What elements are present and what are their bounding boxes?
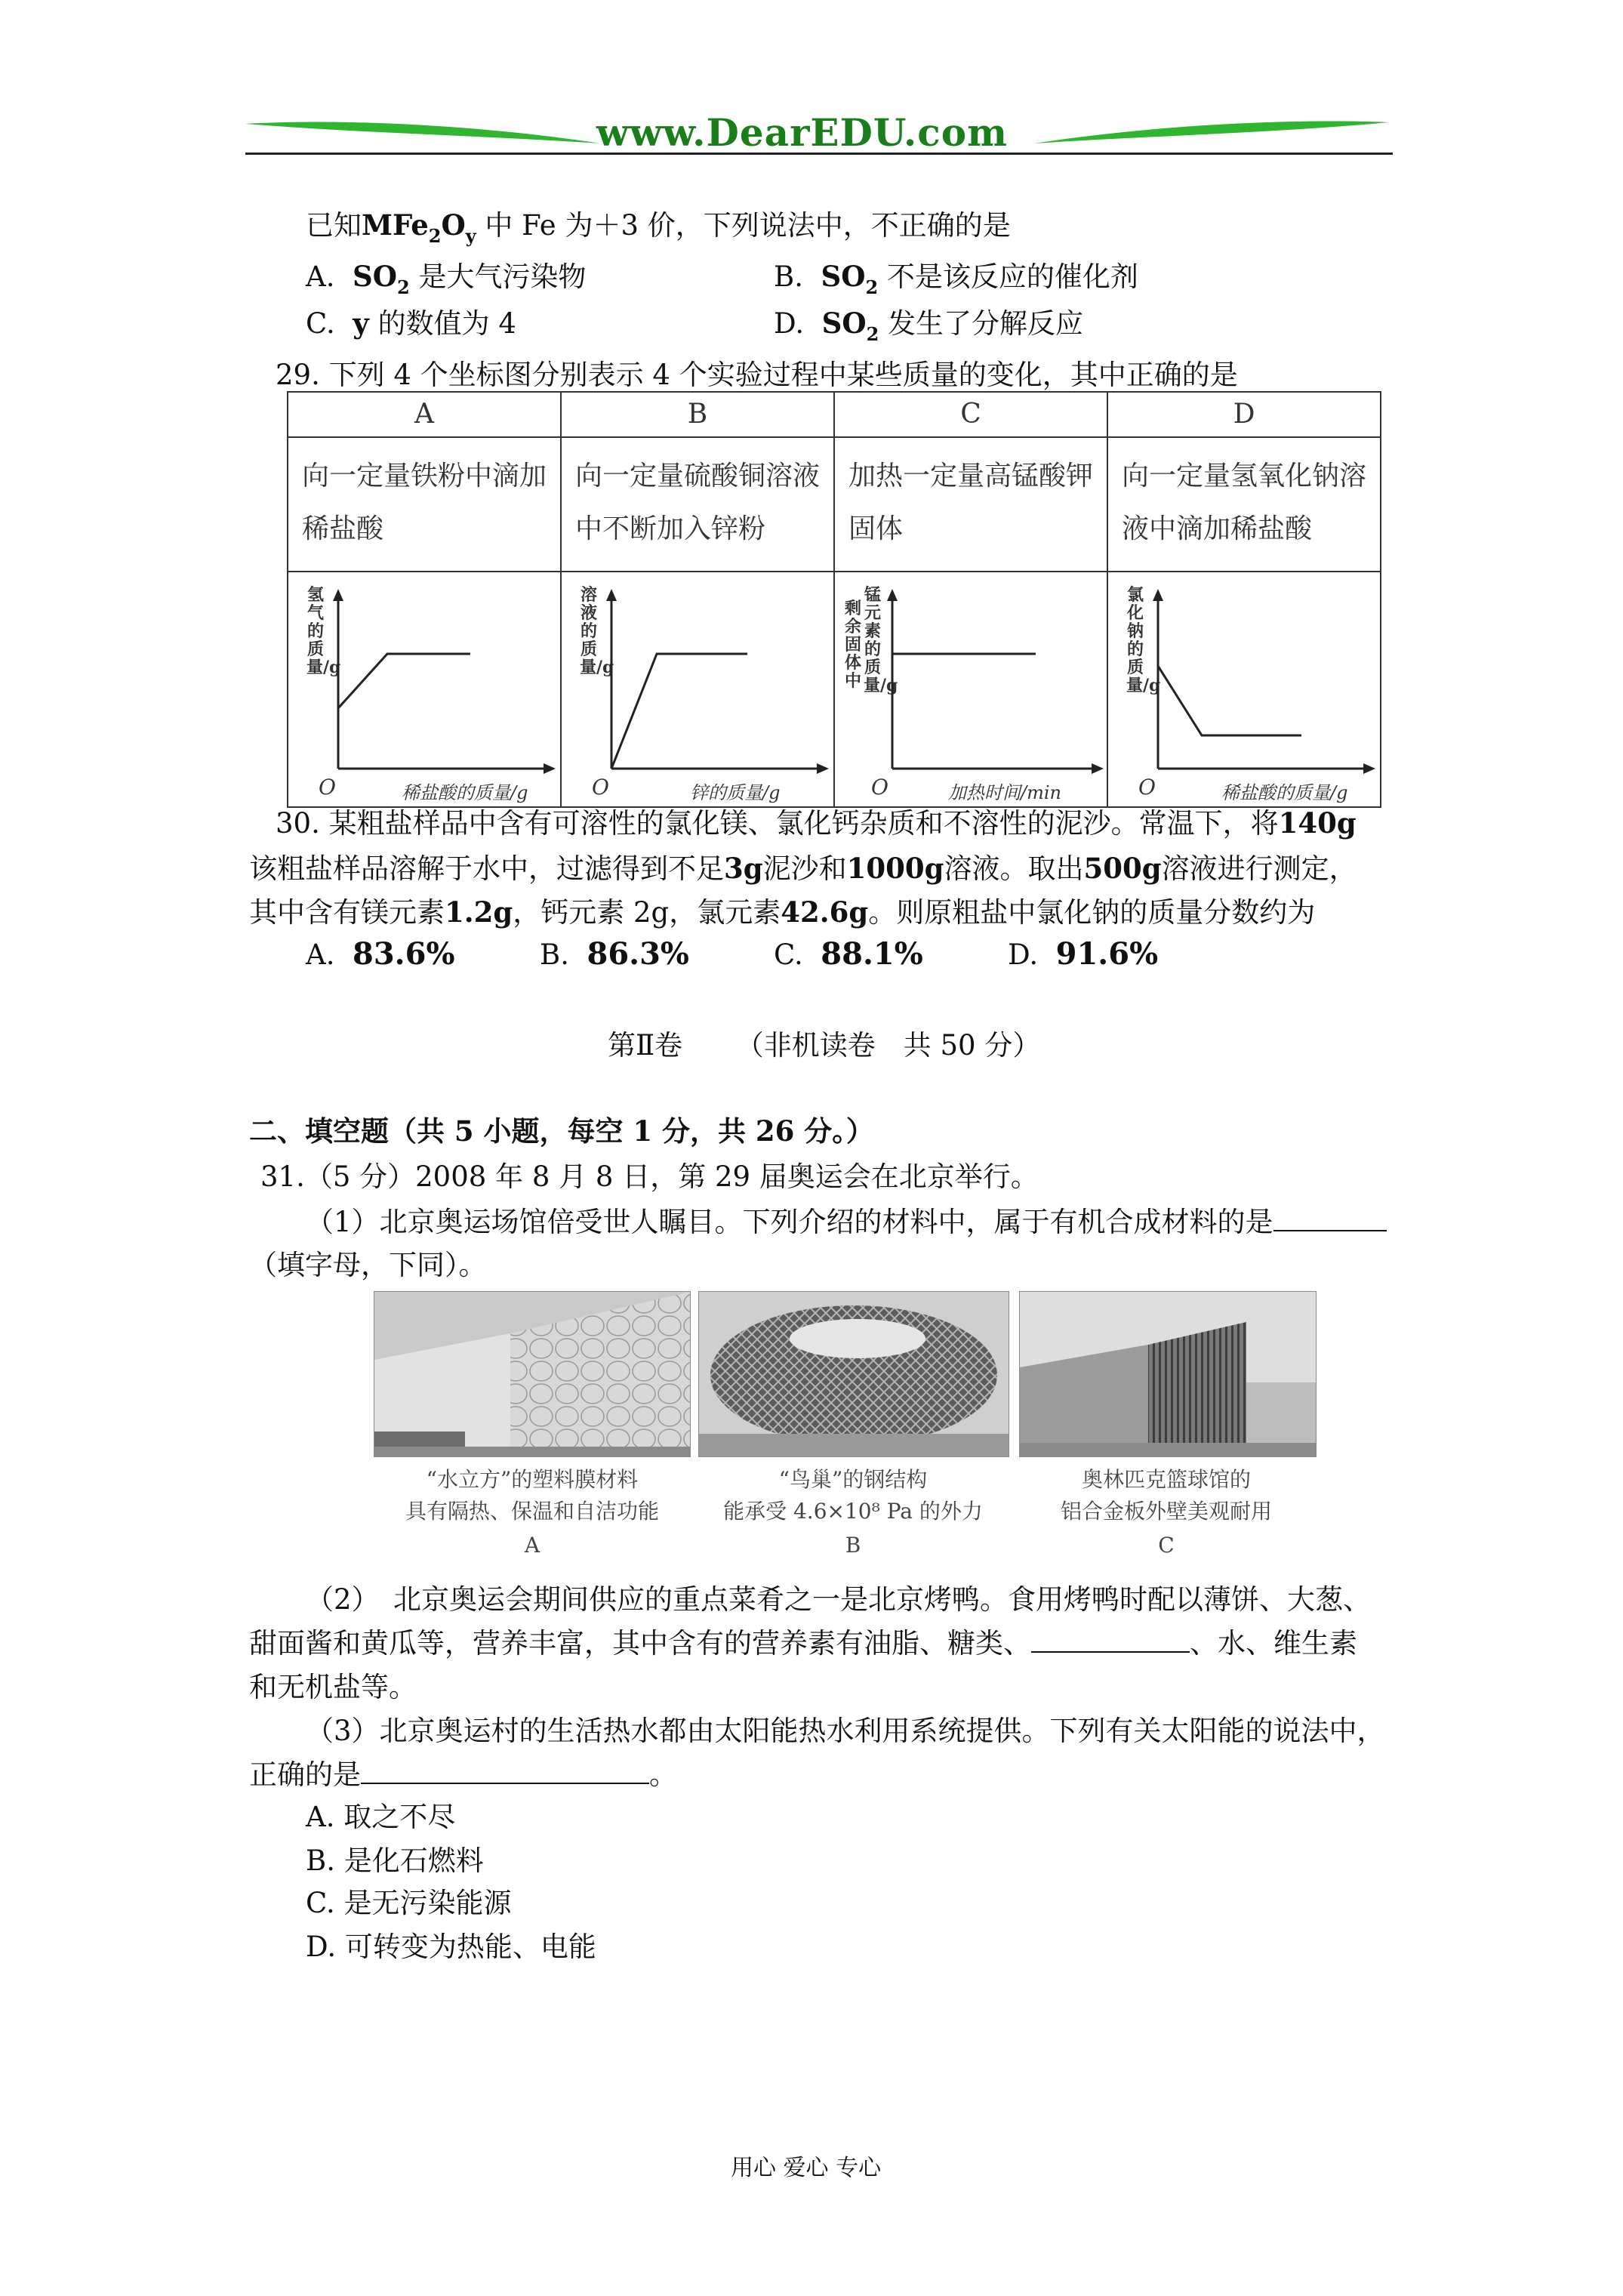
q31-p1-line2: （填字母，下同）。 bbox=[249, 1249, 487, 1281]
q29-col-label-d: D bbox=[1107, 392, 1381, 437]
graph-a-xlabel: 稀盐酸的质量/g bbox=[402, 782, 528, 803]
section2-heading: 二、填空题（共 5 小题，每空 1 分，共 26 分。） bbox=[249, 1114, 874, 1148]
q31-p3-option-d: D. 可转变为热能、电能 bbox=[306, 1931, 596, 1963]
graph-b-ylabel: 溶液的质量/g bbox=[580, 585, 614, 677]
q30-option-a: A. 83.6% bbox=[306, 936, 455, 972]
q29-graph-a bbox=[288, 572, 561, 807]
photo-b-letter: B bbox=[845, 1533, 861, 1558]
q31-stem: 31.（5 分）2008 年 8 月 8 日，第 29 届奥运会在北京举行。 bbox=[260, 1160, 1039, 1193]
photo-basketball-arena bbox=[1019, 1291, 1317, 1457]
graph-c-ylabel: 锰元素的质量/g bbox=[864, 585, 898, 695]
photo-c-letter: C bbox=[1158, 1533, 1175, 1558]
q29-desc-d: 向一定量氢氧化钠溶液中滴加稀盐酸 bbox=[1107, 437, 1381, 572]
q31-p3-line2: 正确的是 。 bbox=[249, 1758, 677, 1791]
q31-p3-option-a: A. 取之不尽 bbox=[306, 1801, 456, 1833]
photo-a-caption-2: 具有隔热、保温和自洁功能 bbox=[405, 1499, 659, 1524]
q29-desc-a: 向一定量铁粉中滴加稀盐酸 bbox=[288, 437, 561, 572]
q31-p1-line1: （1）北京奥运场馆倍受世人瞩目。下列介绍的材料中，属于有机合成材料的是 bbox=[306, 1199, 1387, 1240]
graph-a-ylabel: 氢气的质量/g bbox=[306, 585, 341, 677]
photo-a-caption-1: “水立方”的塑料膜材料 bbox=[426, 1467, 639, 1492]
q31-p2-line2: 甜面酱和黄瓜等，营养丰富，其中含有的营养素有油脂、糖类、 、水、维生素 bbox=[249, 1627, 1357, 1660]
photo-c-caption-2: 铝合金板外壁美观耐用 bbox=[1060, 1499, 1272, 1524]
graph-a-plot bbox=[331, 587, 557, 776]
graph-d-origin: O bbox=[1138, 775, 1156, 800]
q30-line-2: 该粗盐样品溶解于水中，过滤得到不足3g泥沙和1000g溶液。取出500g溶液进行测定， bbox=[249, 852, 1357, 885]
q29-table bbox=[287, 391, 1381, 808]
header-rule bbox=[245, 153, 1393, 155]
q30-line-3: 其中含有镁元素1.2g，钙元素 2g，氯元素42.6g。则原粗盐中氯化钠的质量分数约为 bbox=[249, 895, 1316, 929]
photo-c-caption-1: 奥林匹克篮球馆的 bbox=[1081, 1467, 1251, 1492]
q31-p3-option-c: C. 是无污染能源 bbox=[306, 1887, 512, 1919]
q28-option-d: D. $SO_2$ 发生了分解反应 bbox=[774, 307, 1084, 345]
graph-c-xlabel: 加热时间/min bbox=[948, 782, 1061, 803]
q30-line-1: 30. 某粗盐样品中含有可溶性的氯化镁、氯化钙杂质和不溶性的泥沙。常温下，将140g bbox=[276, 806, 1357, 840]
header-swoosh-left bbox=[245, 113, 600, 151]
q29-col-label-b: B bbox=[561, 392, 834, 437]
q29-graph-c bbox=[834, 572, 1107, 807]
q29-col-label-a: A bbox=[288, 392, 561, 437]
graph-c-ylabel2: 剩余固体中 bbox=[844, 599, 861, 691]
graph-d-plot bbox=[1150, 587, 1377, 776]
q28-stem: 已知$MFe_2O_y$ 中 Fe 为＋3 价，下列说法中，不正确的是 bbox=[306, 208, 1011, 247]
q29-stem: 29. 下列 4 个坐标图分别表示 4 个实验过程中某些质量的变化，其中正确的是 bbox=[276, 359, 1238, 391]
photo-a-letter: A bbox=[524, 1533, 540, 1558]
photo-birds-nest bbox=[698, 1291, 1009, 1457]
graph-d-ylabel: 氯化钠的质量/g bbox=[1126, 585, 1161, 695]
graph-b-xlabel: 锌的质量/g bbox=[690, 782, 781, 803]
q28-option-a: A. $SO_2$ 是大气污染物 bbox=[306, 260, 587, 298]
header-swoosh-right bbox=[1034, 113, 1389, 151]
q30-option-d: D. 91.6% bbox=[1008, 936, 1159, 972]
q29-graph-b bbox=[561, 572, 834, 807]
q31-p2-line3: 和无机盐等。 bbox=[249, 1671, 417, 1703]
q31-p3-option-b: B. 是化石燃料 bbox=[306, 1845, 484, 1877]
photo-b-caption-1: “鸟巢”的钢结构 bbox=[778, 1467, 928, 1492]
graph-b-plot bbox=[604, 587, 830, 776]
q28-option-b: B. $SO_2$ 不是该反应的催化剂 bbox=[774, 260, 1138, 298]
q30-option-c: C. 88.1% bbox=[774, 936, 923, 972]
q30-option-b: B. 86.3% bbox=[540, 936, 689, 972]
site-url: www.DearEDU.com bbox=[596, 110, 1009, 155]
q29-desc-b: 向一定量硫酸铜溶液中不断加入锌粉 bbox=[561, 437, 834, 572]
q29-graph-d bbox=[1107, 572, 1381, 807]
photo-b-caption-2: 能承受 4.6×10⁸ Pa 的外力 bbox=[723, 1499, 983, 1524]
q31-p1-answer-blank[interactable] bbox=[1273, 1204, 1387, 1231]
graph-d-xlabel: 稀盐酸的质量/g bbox=[1221, 782, 1348, 803]
q28-option-c: C. y 的数值为 4 bbox=[306, 307, 516, 340]
q29-col-label-c: C bbox=[834, 392, 1107, 437]
q29-desc-c: 加热一定量高锰酸钾固体 bbox=[834, 437, 1107, 572]
graph-c-plot bbox=[885, 587, 1104, 776]
q31-p2-answer-blank[interactable] bbox=[1031, 1626, 1190, 1653]
q31-p2-line1: （2） 北京奥运会期间供应的重点菜肴之一是北京烤鸭。食用烤鸭时配以薄饼、大葱、 bbox=[306, 1583, 1372, 1616]
part2-title: 第Ⅱ卷 （非机读卷 共 50 分） bbox=[608, 1029, 1041, 1062]
graph-a-origin: O bbox=[319, 775, 336, 800]
q31-p3-answer-blank[interactable] bbox=[361, 1757, 649, 1784]
graph-b-origin: O bbox=[592, 775, 609, 800]
graph-c-origin: O bbox=[871, 775, 888, 800]
q31-p3-line1: （3）北京奥运村的生活热水都由太阳能热水利用系统提供。下列有关太阳能的说法中， bbox=[306, 1715, 1385, 1747]
page-footer: 用心 爱心 专心 bbox=[731, 2155, 882, 2181]
photo-water-cube bbox=[374, 1291, 691, 1457]
